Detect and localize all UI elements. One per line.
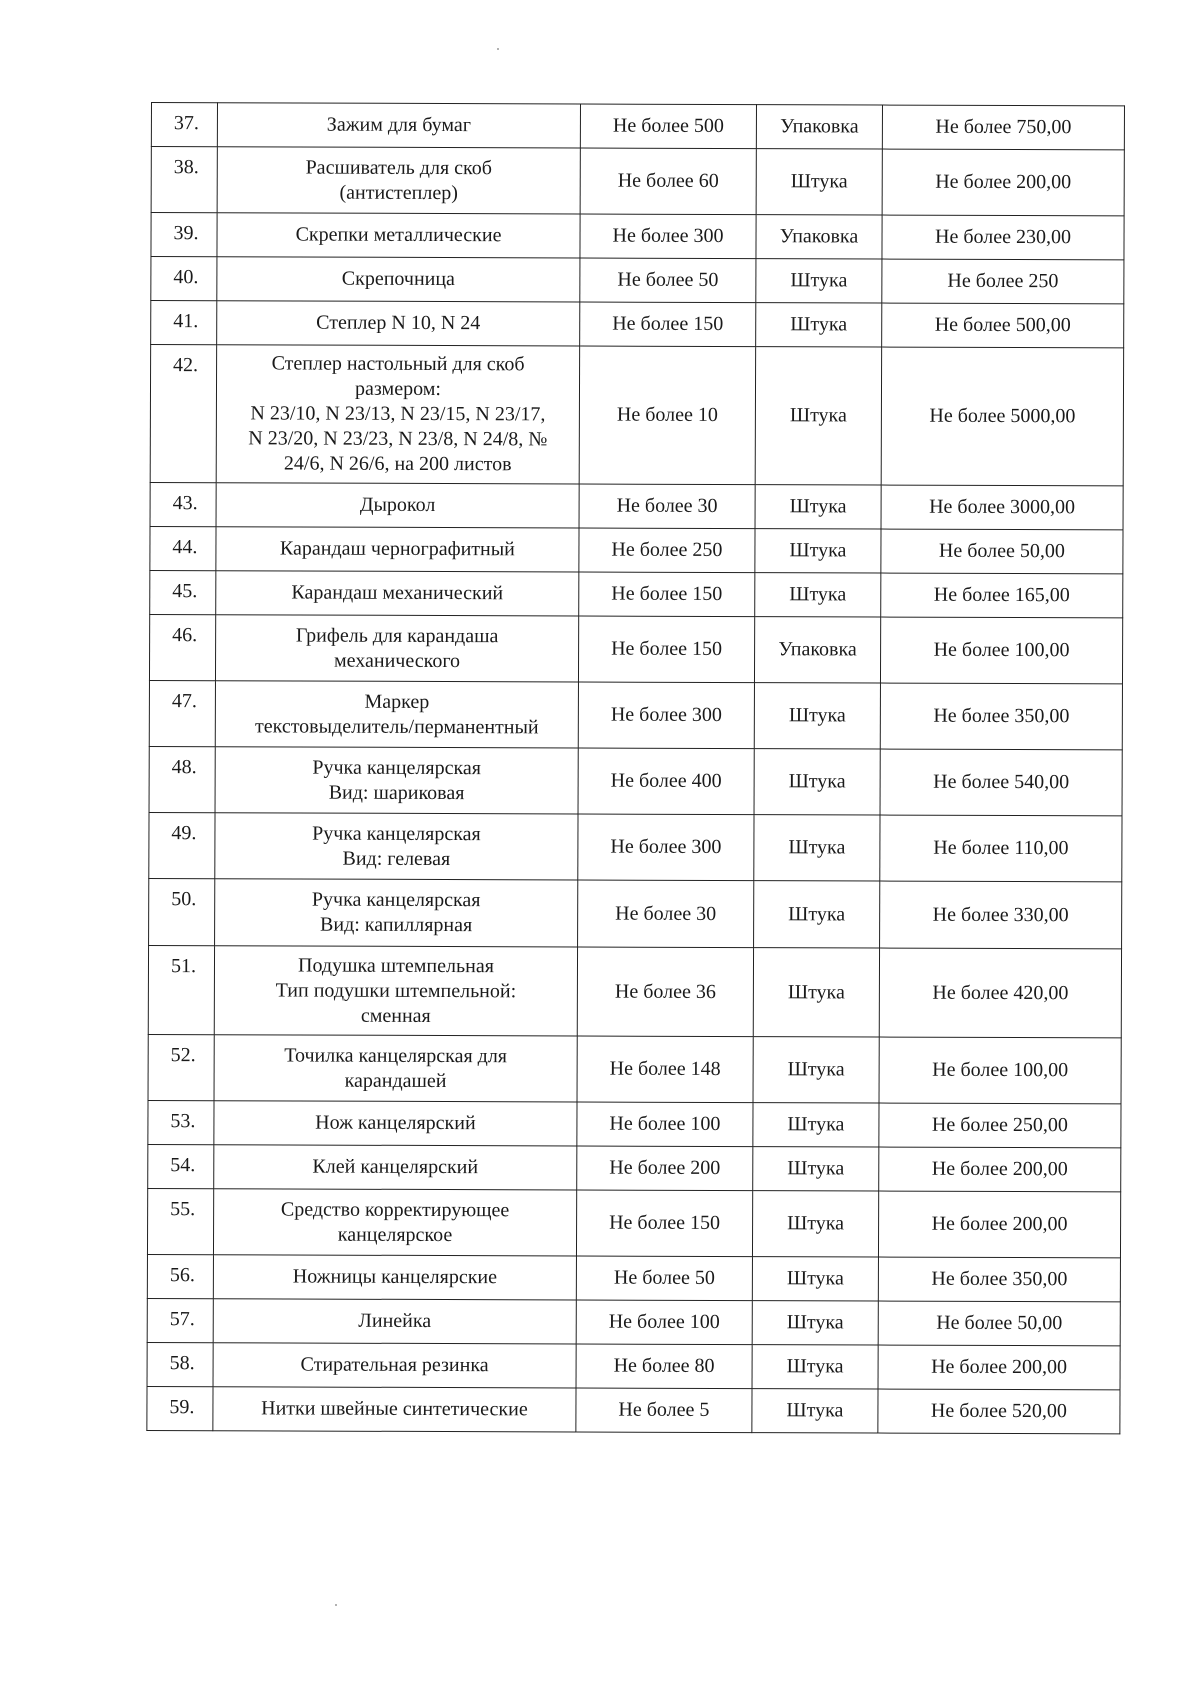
cell-number (151, 301, 217, 345)
table-row (147, 1188, 1120, 1257)
row-number: 53. (170, 1110, 196, 1133)
cell-number (147, 1298, 213, 1342)
row-number: 44. (172, 536, 198, 559)
cell-price: Не более 200,00 (878, 1191, 1120, 1258)
row-number: 39. (173, 222, 199, 245)
table-row (149, 614, 1122, 683)
row-number: 57. (169, 1308, 195, 1331)
cell-quantity: Не более 150 (576, 1190, 752, 1257)
cell-item-name (217, 213, 580, 258)
cell-item-name (214, 1145, 577, 1190)
cell-unit: Штука (753, 1147, 879, 1191)
row-number: 58. (169, 1352, 195, 1375)
table-row (151, 103, 1124, 150)
cell-price: Не более 500,00 (882, 303, 1124, 348)
cell-unit: Штука (752, 1389, 878, 1433)
item-name-line: карандашей (344, 1069, 447, 1092)
cell-quantity: Не более 400 (578, 748, 754, 815)
cell-item-name (214, 946, 577, 1036)
item-name-line: Карандаш механический (291, 581, 504, 605)
cell-unit: Штука (754, 683, 880, 749)
cell-quantity: Не более 500 (580, 104, 756, 149)
item-name-line: Ручка канцелярская (312, 756, 482, 779)
cell-quantity: Не более 10 (579, 346, 755, 485)
table-row (147, 1298, 1120, 1345)
table-row (151, 213, 1124, 260)
item-name-line: Средство корректирующее (280, 1197, 510, 1221)
cell-quantity: Не более 100 (577, 1102, 753, 1147)
cell-number (148, 945, 214, 1034)
cell-unit: Штука (753, 1037, 879, 1103)
cell-unit: Штука (754, 749, 880, 815)
item-name-line: канцелярское (337, 1223, 453, 1246)
row-number: 51. (170, 955, 197, 978)
table-row (149, 746, 1122, 815)
item-name-line: Маркер (364, 690, 430, 713)
cell-item-name (217, 301, 580, 346)
cell-item-name (214, 1035, 577, 1102)
item-name-line: Вид: шариковая (328, 781, 465, 804)
cell-item-name (215, 879, 578, 947)
item-name-line: Степлер настольный для скоб (271, 352, 525, 376)
item-name-line: Степлер N 10, N 24 (316, 311, 481, 335)
item-name-line: Ручка канцелярская (311, 888, 481, 912)
item-name-line: текстовыделитель/перманентный (254, 714, 539, 738)
item-name-line: Вид: капиллярная (320, 913, 473, 937)
cell-number (149, 812, 215, 878)
cell-quantity: Не более 50 (576, 1256, 752, 1301)
cell-price: Не более 200,00 (882, 149, 1124, 216)
cell-unit: Штука (755, 529, 881, 573)
cell-number (147, 1342, 213, 1386)
table-row (148, 1144, 1121, 1191)
table-row (148, 1034, 1121, 1103)
cell-number (148, 1144, 214, 1188)
cell-quantity: Не более 60 (580, 148, 756, 215)
cell-unit: Штука (755, 347, 881, 485)
cell-price: Не более 230,00 (882, 215, 1124, 260)
item-name-line: Карандаш чернографитный (279, 537, 515, 561)
row-number: 47. (171, 690, 197, 713)
cell-number (151, 213, 217, 257)
row-number: 37. (173, 112, 199, 135)
cell-unit: Штука (756, 149, 882, 215)
cell-quantity: Не более 36 (577, 947, 753, 1037)
table-row (150, 526, 1123, 573)
row-number: 55. (170, 1198, 196, 1221)
cell-item-name (216, 527, 579, 572)
table-body (147, 103, 1125, 1434)
scan-speck (497, 48, 499, 50)
table-row (150, 482, 1123, 529)
cell-number (150, 482, 216, 526)
item-name-line: Скрепки металлические (295, 223, 502, 247)
row-number: 46. (172, 624, 198, 647)
cell-item-name (214, 1101, 577, 1146)
cell-item-name (215, 813, 578, 880)
row-number: 52. (170, 1044, 196, 1067)
cell-unit: Штука (752, 1257, 878, 1301)
cell-item-name (216, 483, 579, 528)
table-row (151, 301, 1124, 348)
table-row (147, 1342, 1120, 1389)
item-name-line: Ручка канцелярская (312, 822, 481, 845)
cell-number (151, 257, 217, 301)
cell-price: Не более 50,00 (881, 529, 1123, 574)
item-name-line: сменная (360, 1004, 431, 1027)
cell-quantity: Не более 30 (578, 880, 754, 948)
cell-item-name (217, 257, 580, 302)
scan-speck (335, 1604, 337, 1606)
cell-quantity: Не более 150 (579, 572, 755, 617)
cell-price: Не более 350,00 (880, 683, 1122, 750)
cell-quantity: Не более 300 (578, 814, 754, 881)
table-row (148, 945, 1121, 1037)
table-row (151, 257, 1124, 304)
cell-price: Не более 250 (882, 259, 1124, 304)
cell-unit: Штука (756, 259, 882, 303)
cell-unit: Штука (756, 303, 882, 347)
cell-unit: Упаковка (756, 105, 882, 149)
item-name-line: Нитки швейные синтетические (261, 1397, 528, 1421)
cell-price: Не более 165,00 (881, 573, 1123, 618)
cell-number (149, 746, 215, 812)
cell-number (148, 1100, 214, 1144)
table-row (151, 147, 1124, 216)
item-name-line: Расшиватель для скоб (305, 156, 492, 179)
item-name-line: размером: (355, 377, 441, 401)
cell-number (149, 680, 215, 746)
cell-item-name (213, 1343, 576, 1388)
cell-price: Не более 520,00 (878, 1389, 1120, 1434)
cell-quantity: Не более 100 (576, 1300, 752, 1345)
cell-price: Не более 330,00 (880, 881, 1122, 949)
cell-quantity: Не более 80 (576, 1344, 752, 1389)
cell-quantity: Не более 250 (579, 528, 755, 573)
item-name-line: Зажим для бумаг (326, 113, 472, 137)
cell-item-name (215, 615, 578, 682)
cell-price: Не более 350,00 (878, 1257, 1120, 1302)
row-number: 49. (171, 822, 197, 845)
item-name-line: механического (333, 649, 461, 672)
cell-item-name (215, 681, 578, 748)
table-row (149, 878, 1122, 948)
row-number: 50. (171, 888, 197, 911)
cell-quantity: Не более 150 (580, 302, 756, 347)
cell-item-name (216, 345, 579, 484)
cell-quantity: Не более 5 (576, 1388, 752, 1433)
cell-price: Не более 100,00 (879, 1037, 1121, 1104)
row-number: 59. (169, 1396, 195, 1419)
cell-price: Не более 50,00 (878, 1301, 1120, 1346)
row-number: 43. (172, 492, 198, 515)
row-number: 38. (173, 156, 199, 179)
cell-quantity: Не более 200 (577, 1146, 753, 1191)
table-row (150, 570, 1123, 617)
cell-quantity: Не более 300 (578, 682, 754, 749)
cell-price: Не более 250,00 (879, 1103, 1121, 1148)
cell-unit: Штука (752, 1301, 878, 1345)
cell-quantity: Не более 30 (579, 484, 755, 529)
cell-number (147, 1188, 213, 1254)
table-row (148, 1100, 1121, 1147)
cell-number (147, 1386, 213, 1430)
item-name-line: Подушка штемпельная (298, 954, 494, 977)
cell-price: Не более 750,00 (882, 105, 1124, 150)
cell-number (147, 1254, 213, 1298)
cell-item-name (213, 1299, 576, 1344)
cell-number (151, 147, 217, 213)
cell-price: Не более 200,00 (879, 1147, 1121, 1192)
item-name-line: Ножницы канцелярские (292, 1265, 498, 1289)
cell-unit: Штука (752, 1191, 878, 1257)
row-number: 40. (173, 266, 199, 289)
cell-number (148, 1034, 214, 1100)
table-row (147, 1254, 1120, 1301)
cell-price: Не более 5000,00 (881, 347, 1123, 486)
cell-item-name (217, 103, 580, 148)
cell-number (149, 878, 215, 945)
cell-unit: Штука (754, 815, 880, 881)
cell-unit: Штука (755, 485, 881, 529)
item-name-line: 24/6, N 26/6, на 200 листов (283, 452, 512, 476)
cell-unit: Штука (754, 881, 880, 948)
cell-price: Не более 110,00 (880, 815, 1122, 882)
row-number: 45. (172, 580, 198, 603)
cell-number (150, 526, 216, 570)
cell-unit: Упаковка (756, 215, 882, 259)
table-row (150, 345, 1123, 486)
item-name-line: Дырокол (359, 493, 436, 516)
item-name-line: Стирательная резинка (300, 1353, 489, 1377)
item-name-line: Линейка (358, 1309, 432, 1332)
cell-unit: Штука (753, 1103, 879, 1147)
item-name-line: N 23/20, N 23/23, N 23/8, N 24/8, № (248, 427, 548, 451)
cell-price: Не более 3000,00 (881, 485, 1123, 530)
cell-price: Не более 100,00 (880, 617, 1122, 684)
row-number: 54. (170, 1154, 196, 1177)
table-row (147, 1386, 1120, 1433)
supplies-table (146, 102, 1125, 1434)
item-name-line: Тип подушки штемпельной: (275, 978, 517, 1002)
row-number: 56. (169, 1264, 195, 1287)
cell-item-name (217, 147, 580, 214)
cell-item-name (216, 571, 579, 616)
cell-unit: Упаковка (754, 617, 880, 683)
cell-unit: Штука (755, 573, 881, 617)
cell-price: Не более 420,00 (879, 948, 1121, 1038)
cell-unit: Штука (752, 1345, 878, 1389)
item-name-line: Вид: гелевая (342, 847, 451, 870)
item-name-line: Грифель для карандаша (295, 624, 499, 647)
row-number: 48. (171, 756, 197, 779)
cell-number (150, 570, 216, 614)
cell-unit: Штука (753, 948, 879, 1037)
cell-price: Не более 200,00 (878, 1345, 1120, 1390)
item-name-line: Нож канцелярский (315, 1111, 476, 1135)
cell-quantity: Не более 148 (577, 1036, 753, 1103)
cell-item-name (215, 747, 578, 814)
cell-item-name (213, 1387, 576, 1432)
item-name-line: Точилка канцелярская для (284, 1043, 508, 1067)
cell-item-name (213, 1255, 576, 1300)
cell-item-name (213, 1189, 576, 1256)
cell-number (149, 614, 215, 680)
cell-number (150, 345, 216, 483)
table-row (149, 680, 1122, 749)
item-name-line: (антистеплер) (339, 181, 458, 204)
item-name-line: Скрепочница (341, 267, 456, 291)
item-name-line: N 23/10, N 23/13, N 23/15, N 23/17, (250, 402, 546, 426)
row-number: 41. (173, 310, 199, 333)
table-row (149, 812, 1122, 881)
cell-quantity: Не более 300 (580, 214, 756, 259)
cell-price: Не более 540,00 (880, 749, 1122, 816)
row-number: 42. (173, 354, 199, 377)
item-name-line: Клей канцелярский (312, 1155, 479, 1179)
cell-number (151, 103, 217, 147)
cell-quantity: Не более 50 (580, 258, 756, 303)
cell-quantity: Не более 150 (578, 616, 754, 683)
